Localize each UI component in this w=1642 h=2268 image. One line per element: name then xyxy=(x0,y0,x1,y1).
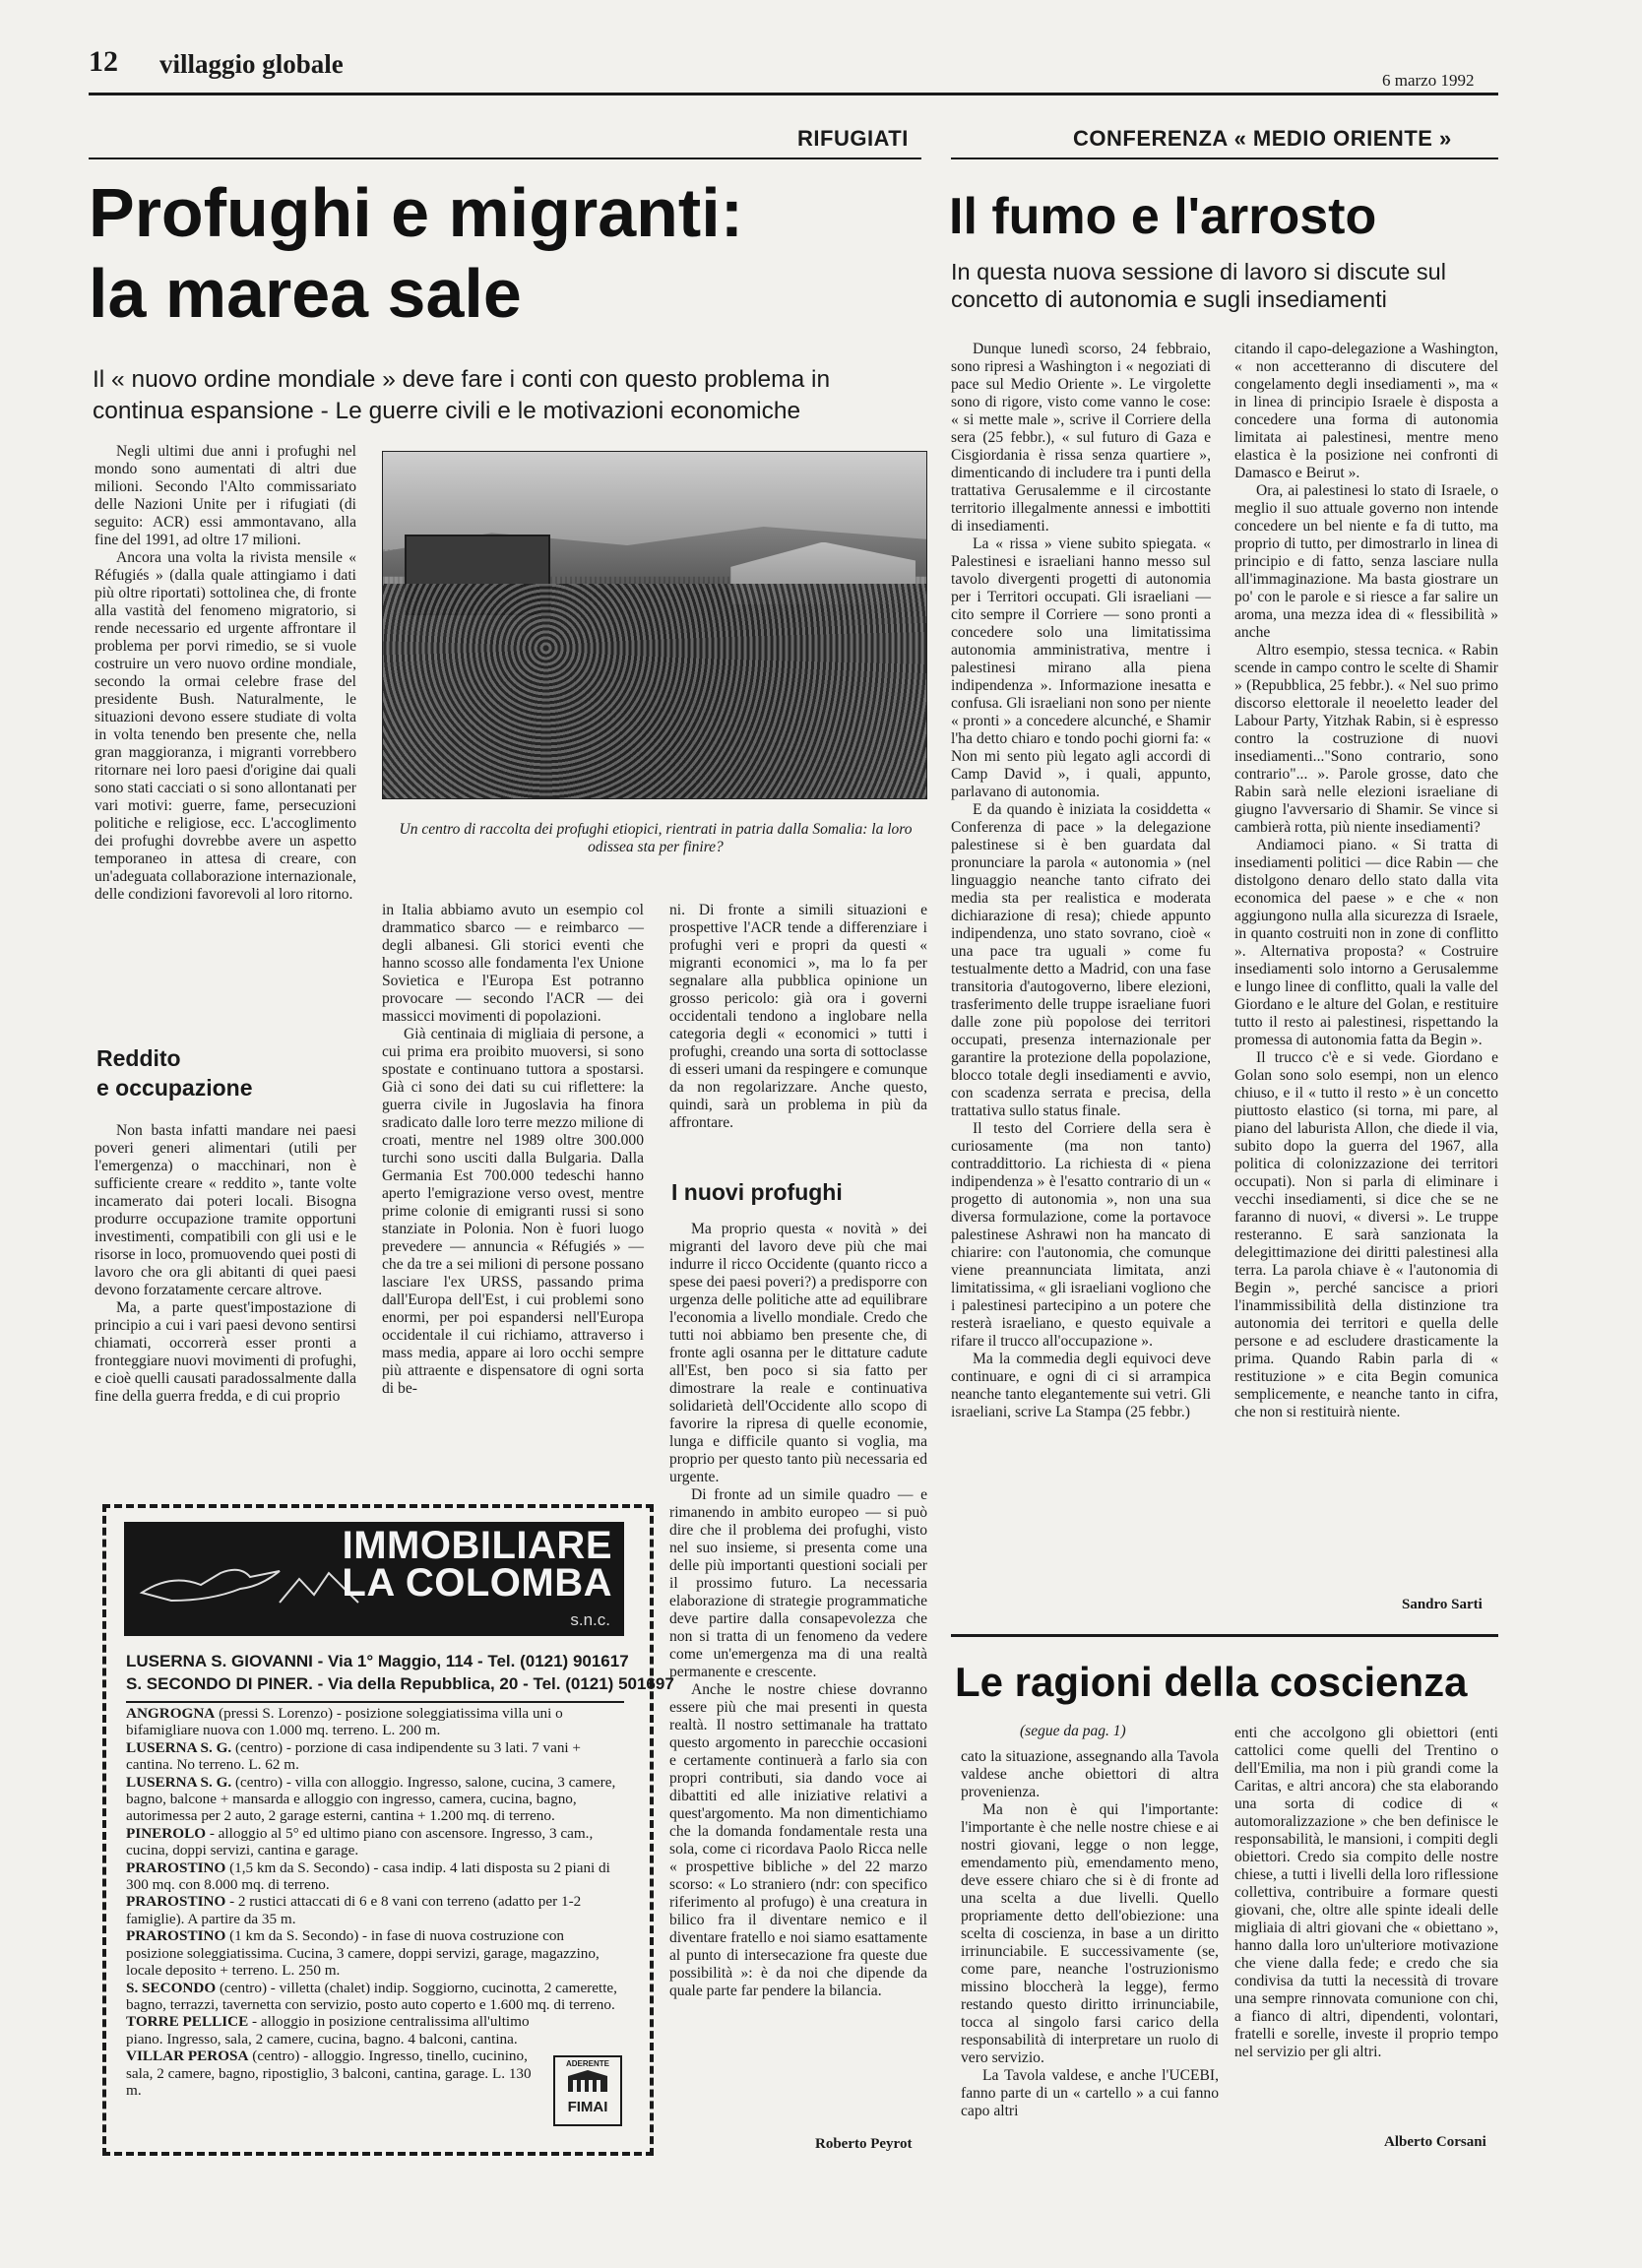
paragraph: La « rissa » viene subito spiegata. « Palestinesi e israeliani hanno messo sul tavolo divergenti progetti di autonomia per i Territori occupati. Gli israeliani — cito sempre il Corriere — sono pronti a concedere solo una limitatissima autonomia amministrativa, mentre i palestinesi mirano alla piena indipendenza ». Informazione inesatta e confusa. Gli israeliani non sono per niente « pronti » a concedere alcunché, e Shamir l'ha detto chiaro e tondo pochi giorni fa: « Non mi sento più legato agli accordi di Camp David », i quali, appunto, parlavano di autonomia. xyxy=(951,536,1211,800)
continued-note: (segue da pag. 1) xyxy=(1020,1723,1126,1739)
photo-caption: Un centro di raccolta dei profughi etiopici, rientrati in patria dalla Somalia: la loro odissea sta per finire? xyxy=(399,821,913,855)
paragraph: Ma la commedia degli equivoci deve continuare, e ogni di ci si arrampica neanche tanto elegantemente sui vetri. Gli israeliani, scrive La Stampa (25 febbr.) xyxy=(951,1351,1211,1420)
ad-listing: PRAROSTINO (1 km da S. Secondo) - in fase di nuova costruzione con posizione soleggiatissima. Cucina, 3 camere, doppi servizi, garage, magazzino, locale deposito + terreno. L. 250 m. xyxy=(126,1927,600,1980)
paragraph: Il trucco c'è e si vede. Giordano e Golan sono solo esempi, non un elenco chiuso, e il « tutto il resto » è un concetto piuttosto elastico (si torna, mi pare, al piano del laburista Allon, che diede il via, subito dopo la guerra del 1967, alla politica di colonizzazione dei territori occupati). Non si parla di eliminare i vecchi insediamenti, si dice che se ne faranno di nuovi, « diversi ». Le truppe resteranno. E sarà sanzionata la delegittimazione dei diritti palestinesi alla terra. La parola chiave è « l'autonomia di Begin », perché sancisce a priori l'inammissibilità della distinzione tra autonomia dei territori e quella delle persone e ad escludere drasticamente la prima. Quando Rabin parla di « restituzione » e cita Begin comunica semplicemente, e neanche tanto in cifra, che non si restituirà niente. xyxy=(1234,1049,1498,1420)
article-subtitle: Il « nuovo ordine mondiale » deve fare i conti con questo problema in continua espansione - Le guerre civili e le motivazioni economiche xyxy=(93,366,831,424)
ad-address1: LUSERNA S. GIOVANNI - Via 1° Maggio, 114 - Tel. (0121) 901617 xyxy=(126,1652,629,1670)
paragraph: Di fronte ad un simile quadro — e rimanendo in ambito europeo — si può dire che il problema dei profughi, visto nel suo insieme, si presenta come una delle più importanti questioni sociali per il prossimo futuro. La necessaria elaborazione di strategie programmatiche deve partire dalla consapevolezza che non si tratta di un fenomeno da vedere come un'emergenza ma di una realtà permanente e crescente. xyxy=(669,1486,927,1680)
masthead-rule xyxy=(89,93,1498,95)
paragraph: Dunque lunedì scorso, 24 febbraio, sono ripresi a Washington i « negoziati di pace sul Medio Oriente ». Le virgolette sono di rigore, visto come vanno le cose: « si mette male », scrive il Corriere della sera (25 febbr.), « sul futuro di Gaza e Cisgiordania è rissa senza quartiere », dimenticando di includere tra i punti della trattativa Gerusalemme e il circostante territorio illegalmente annessi e imbottiti di insediamenti. xyxy=(951,341,1211,535)
ad-listing: PRAROSTINO (1,5 km da S. Secondo) - casa indip. 4 lati disposta su 2 piani di 300 mq. con 8.000 mq. di terreno. xyxy=(126,1858,610,1894)
paragraph: Andiamoci piano. « Si tratta di insediamenti politici — dice Rabin — che distolgono denaro dello stato dalla vita economica del paese » e che « non aggiungono nulla alla sicurezza di Israele, in quanto costruiti non in zone di conflitto ». Alternativa proposta? « Costruire insediamenti solo intorno a Gerusalemme e lungo linee di conflitto, quali la valle del Giordano e le alture del Golan, e restituire tutto il resto ai palestinesi, rispettando la promessa di autonomia fatta da Begin ». xyxy=(1234,837,1498,1048)
subhead-nuovi-profughi: I nuovi profughi xyxy=(671,1179,843,1205)
signature-corsani: Alberto Corsani xyxy=(1384,2134,1486,2150)
fimai-logo xyxy=(553,2055,622,2126)
paragraph: Ancora una volta la rivista mensile « Réfugiés » (dalla quale attingiamo i dati più oltre riportati) sottolinea che, di fronte alla vastità del fenomeno migratorio, si rende necessario ed urgente affrontare il problema per porvi rimedio, se si vuole costruire un vero nuovo ordine mondiale, secondo la ormai celebre frase del presidente Bush. Naturalmente, le situazioni devono essere studiate di volta in volta tenendo ben presente che, nella gran maggioranza, i migranti vorrebbero ritornare nei loro paesi d'origine dai quali sono stati cacciati o si sono allontanati per vari motivi: guerre, fame, persecuzioni politiche e religiose, ecc. L'accoglimento dei profughi dovrebbe avere un aspetto temporaneo in attesa di creare, con un'adeguata collaborazione internazionale, delle condizioni favorevoli al loro ritorno. xyxy=(95,549,356,903)
coscienza-title: Le ragioni della coscienza xyxy=(955,1659,1468,1705)
left-col3-bottom xyxy=(669,1221,927,2000)
left-col2 xyxy=(382,902,644,1398)
left-col3-top xyxy=(669,902,927,1132)
right-article-title: Il fumo e l'arrosto xyxy=(949,188,1377,245)
paragraph: cato la situazione, assegnando alla Tavola valdese anche obiettori di altra provenienza. xyxy=(961,1748,1219,1800)
paragraph: citando il capo-delegazione a Washington, « non accetteranno di discutere del congelamento degli insediamenti », ma « in linea di principio Israele è disposta a concedere una forma di autonomia limitata ai palestinesi, mentre meno elastica è la posizione nei confronti di Damasco e Beirut ». xyxy=(1234,341,1498,481)
ad-listing: LUSERNA S. G. (centro) - porzione di casa indipendente su 3 lati. 7 vani + cantina. No terreno. L. 62 m. xyxy=(126,1738,581,1774)
subhead-line: e occupazione xyxy=(96,1075,253,1101)
paragraph: in Italia abbiamo avuto un esempio col drammatico sbarco — e reimbarco — degli albanesi. Gli storici eventi che hanno scosso alle fondamenta l'ex Unione Sovietica e l'Europa Est potranno provocare — secondo l'ACR — dei massicci movimenti di popolazioni. xyxy=(382,902,644,1025)
ad-listing: LUSERNA S. G. (centro) - villa con alloggio. Ingresso, salone, cucina, 3 camere, bagno, balcone + mansarda e alloggio con ingresso, camera, cucina, bagno, autorimessa per 2 auto, 2 garage esterni, cantina + 1.200 mq. di terreno. xyxy=(126,1773,616,1825)
article-title-line2: la marea sale xyxy=(89,255,522,332)
left-col1-top xyxy=(95,443,356,904)
ad-title-line1: IMMOBILIARE xyxy=(342,1524,612,1567)
signature-peyrot: Roberto Peyrot xyxy=(815,2136,913,2152)
ad-listing: VILLAR PEROSA (centro) - alloggio. Ingresso, tinello, cucinino, sala, 2 camere, bagno, ripostiglio, 3 balconi, cantina, garage. L. 130 m. xyxy=(126,2048,532,2099)
right-section-rule xyxy=(951,1634,1498,1637)
article-title-line1: Profughi e migranti: xyxy=(89,174,743,251)
ad-header xyxy=(124,1522,624,1636)
subhead-line: Reddito xyxy=(96,1045,181,1071)
paragraph: ni. Di fronte a simili situazioni e prospettive l'ACR tende a differenziare i profughi veri e propri da questi « migranti economici », ma lo fa per segnalare alla pubblica opinione un grosso pericolo: già ora i governi occidentali tendono a inglobare nella categoria degli « economici » tutti i profughi, creando una sorta di sottoclasse di esseri umani da respingere e comunque da non regolarizzare. Anche questo, quindi, sarà un problema in più da affrontare. xyxy=(669,902,927,1131)
right-kicker-rule xyxy=(951,158,1498,159)
ad-address2: S. SECONDO DI PINER. - Via della Repubblica, 20 - Tel. (0121) 501697 xyxy=(126,1674,674,1693)
paragraph: Ma proprio questa « novità » dei migranti del lavoro deve più che mai indurre il ricco Occidente (quanto ricco a spese dei paesi poveri?) a predisporre con urgenza delle politiche atte ad equilibrare l'economia a livello mondiale. Credo che tutti noi abbiamo ben presente che, di fronte agli osanna per le dittature cadute all'Est, ben poco si sia fatto per dimostrare la reale e continuativa solidarietà dell'Occidente allo scopo di favorire la ripresa di quelle economie, lunga e difficile quanto si voglia, ma proprio per questo tanto più necessaria ed urgente. xyxy=(669,1221,927,1485)
paragraph: Il testo del Corriere della sera è curiosamente (ma non tanto) contraddittorio. La richiesta di « piena indipendenza » è l'esatto contrario di un « progetto di autonomia », non una sua diversa formulazione, come la portavoce palestinese Ashrawi non ha mancato di chiarire: con l'autonomia, che comunque viene preannunciata limitata, anzi limitatissima, « gli israeliani vogliono che i palestinesi partecipino a un potere che resterà israeliano, e questo equivale a rifare il trucco all'occupazione ». xyxy=(951,1120,1211,1350)
paragraph: enti che accolgono gli obiettori (enti cattolici come quelli del Trentino o dell'Emilia, ma non i più grandi come la Caritas, e altri ancora) che sta elaborando una sorta di codice di « automoralizzazione » che ben definisce le responsabilità, le mansioni, i compiti degli obiettori. Credo sia compito delle nostre chiese, a tutti i livelli della loro riflessione collettiva, contribuire a formare questi giovani, che, oltre alle spinte ideali delle migliaia di altri giovani che « obiettano », hanno dalla loro un'ulteriore motivazione che viene dalla fede; e credo che sia condivisa da tutti la necessità di trovare una sempre rinnovata comunione con chi, a fianco di altri, dipendenti, volontari, fratelli e sorelle, investe il proprio tempo nel servizio per gli altri. xyxy=(1234,1725,1498,2060)
ad-listing: S. SECONDO (centro) - villetta (chalet) indip. Soggiorno, cucinotta, 2 camerette, bagno, terrazzi, tavernetta con servizio, posto auto coperto e 1.600 mq. di terreno. xyxy=(126,1979,617,2013)
dove-logo-icon xyxy=(132,1544,368,1622)
refugee-camp-photo xyxy=(382,451,927,799)
photo-crowd xyxy=(383,584,926,798)
ad-listing: PINEROLO - alloggio al 5° ed ultimo piano con ascensore. Ingresso, 3 cam., cucina, doppi servizi, cantina e garage. xyxy=(126,1824,594,1859)
paragraph: Altro esempio, stessa tecnica. « Rabin scende in campo contro le scelte di Shamir » (Repubblica, 25 febbr.). « Nel suo primo discorso elettorale il neoeletto leader del Labour Party, Yitzhak Rabin, si è espresso contro la costruzione di nuovi insediamenti..."Sono contrario, sono contrario"... ». Parole grosse, dato che Rabin sarà nelle elezioni israeliane di giugno l'avversario di Shamir. Se vince si cambierà rotta, più niente insediamenti? xyxy=(1234,642,1498,836)
subhead-reddito xyxy=(96,1043,358,1102)
coscienza-col1 xyxy=(961,1748,1219,2120)
ad-listing: TORRE PELLICE - alloggio in posizione centralissima all'ultimo piano. Ingresso, sala, 2 camere, cucina, bagno. 4 balconi, cantina. xyxy=(126,2013,530,2048)
paper-name: villaggio globale xyxy=(159,49,344,79)
ad-title-suffix: s.n.c. xyxy=(570,1610,610,1629)
paragraph: Non basta infatti mandare nei paesi poveri generi alimentari (utili per l'emergenza) o macchinari, non è sufficiente creare « reddito », tante volte incamerato dai poteri locali. Bisogna produrre occupazione tramite opportuni investimenti, compatibili con gli usi e le risorse in loco, promuovendo quei posti di lavoro che ora gli abitanti di quei paesi devono forzatamente cercare altrove. xyxy=(95,1122,356,1298)
signature-sarti: Sandro Sarti xyxy=(1402,1597,1483,1612)
ad-listing: ANGROGNA (pressi S. Lorenzo) - posizione soleggiatissima villa uni o bifamigliare nuova con 1.000 mq. terreno. L. 200 m. xyxy=(126,1705,563,1739)
left-col1-bottom xyxy=(95,1122,356,1406)
issue-date: 6 marzo 1992 xyxy=(1382,71,1475,90)
coscienza-col2 xyxy=(1234,1725,1498,2061)
fimai-top-label: ADERENTE xyxy=(565,2059,609,2068)
paragraph: Ma, a parte quest'impostazione di principio a cui i vari paesi devono sentirsi chiamati, occorrerà esser pronti a fronteggiare nuovi movimenti di profughi, e cioè quelli causati paradossalmente dalla fine della guerra fredda, e di cui proprio xyxy=(95,1299,356,1405)
paragraph: La Tavola valdese, e anche l'UCEBI, fanno parte di un « cartello » a cui fanno capo altri xyxy=(961,2067,1219,2119)
kicker-rifugiati: RIFUGIATI xyxy=(797,126,909,151)
ad-title-line2: LA COLOMBA xyxy=(342,1561,612,1605)
fimai-label: FIMAI xyxy=(567,2099,608,2115)
left-kicker-rule xyxy=(89,158,921,159)
ad-rule xyxy=(126,1701,624,1703)
right-col1 xyxy=(951,341,1211,1421)
right-article-subtitle: In questa nuova sessione di lavoro si discute sul concetto di autonomia e sugli insediamenti xyxy=(951,259,1446,312)
right-col2 xyxy=(1234,341,1498,1421)
ad-listings xyxy=(126,1705,624,2099)
paragraph: Negli ultimi due anni i profughi nel mondo sono aumentati di altri due milioni. Secondo l'Alto commissariato delle Nazioni Unite per i rifugiati (di seguito: ACR) essi ammontavano, alla fine del 1991, ad oltre 17 milioni. xyxy=(95,443,356,548)
paragraph: Già centinaia di migliaia di persone, a cui prima era proibito muoversi, si sono spostate e continuano tuttora a spostarsi. Già ci sono dei dati su cui riflettere: la guerra civile in Jugoslavia ha finora sradicato dalle loro terre mezzo milione di croati, mentre nel 1989 oltre 300.000 turchi sono usciti dalla Bulgaria. Dalla Germania Est 700.000 tedeschi hanno aperto l'emigrazione verso ovest, mentre prime colonie di emigranti russi si sono stanziate in Polonia. Non è fuori luogo prevedere — annuncia « Réfugiés » — che da tre a sei milioni di persone possano lasciare l'ex URSS, passando prima dall'Europa dell'Est, i cui problemi sono enormi, per poi espandersi nell'Europa occidentale il cui richiamo, attraverso i mass media, appare ai loro occhi sempre più attraente e dispensatore di ogni sorta di be- xyxy=(382,1026,644,1397)
kicker-conferenza: CONFERENZA « MEDIO ORIENTE » xyxy=(1073,126,1452,151)
paragraph: Ma non è qui l'importante: l'importante è che nelle nostre chiese e ai nostri giovani, legge o non legge, emendamento più, emendamento meno, deve essere chiaro che si è di fronte ad una scelta a due livelli. Quello propriamente detto dell'obiezione: una scelta di coscienza, in base a un diritto irrinunciabile. E successivamente (se, come pare, neanche l'ostruzionismo missino bloccherà la legge), fermo restando questo diritto irrinunciabile, tocca al singolo farsi carico della responsabilità di interpretare un ruolo di vero servizio. xyxy=(961,1801,1219,2066)
paragraph: Anche le nostre chiese dovranno essere più che mai presenti in questa realtà. Il nostro settimanale ha trattato questo argomento in parecchie occasioni e certamente continuerà a farlo sia con propri contributi, sia dando voce ai dibattiti ed alle iniziative relativi a quest'argomento. Ma non dimentichiamo che la domanda fondamentale resta una sola, come ci ricordava Paolo Ricca nelle « prospettive bibliche » del 22 marzo scorso: « Lo straniero (ndr: con specifico riferimento al profugo) è una creatura in bilico fra il diventare nemico e il diventare fratello e noi siamo esattamente al punto di intersecazione fra queste due possibilità »: è da noi che dipende da quale parte far pendere la bilancia. xyxy=(669,1681,927,1999)
fimai-building-icon xyxy=(563,2068,612,2094)
ad-listing: PRAROSTINO - 2 rustici attaccati di 6 e 8 vani con terreno (adatto per 1-2 famiglie). A partire da 35 m. xyxy=(126,1893,582,1927)
page-number: 12 xyxy=(89,45,118,78)
paragraph: E da quando è iniziata la cosiddetta « Conferenza di pace » la delegazione palestinese si è ben guardata dal pronunciare la parola « autonomia » (nel linguaggio neanche tanto cifrato dei media sta per realistica e moderata dichiarazione di resa); chiede appunto indipendenza, uno stato sovrano, cioè « una pace tra uguali » come fu testualmente detto a Madrid, con una fase transitoria d'autogoverno, libere elezioni, trasferimento delle truppe israeliane fuori dalle zone più popolose dei territori occupati, presenza internazionale per garantire la protezione della popolazione, blocco totale degli insediamenti e avvio, con scadenza serrata e precisa, della trattativa sullo status finale. xyxy=(951,801,1211,1119)
paragraph: Ora, ai palestinesi lo stato di Israele, o meglio il suo attuale governo non intende concedere un bel niente e fa di tutto, ma proprio di tutto, per dimostrarlo in linea di principio e di fatto, senza lasciare nulla all'immaginazione. Ma basta giostrare un po' con le parole e si riesce a far salire un aroma, una mezza idea di « flessibilità » anche xyxy=(1234,482,1498,641)
